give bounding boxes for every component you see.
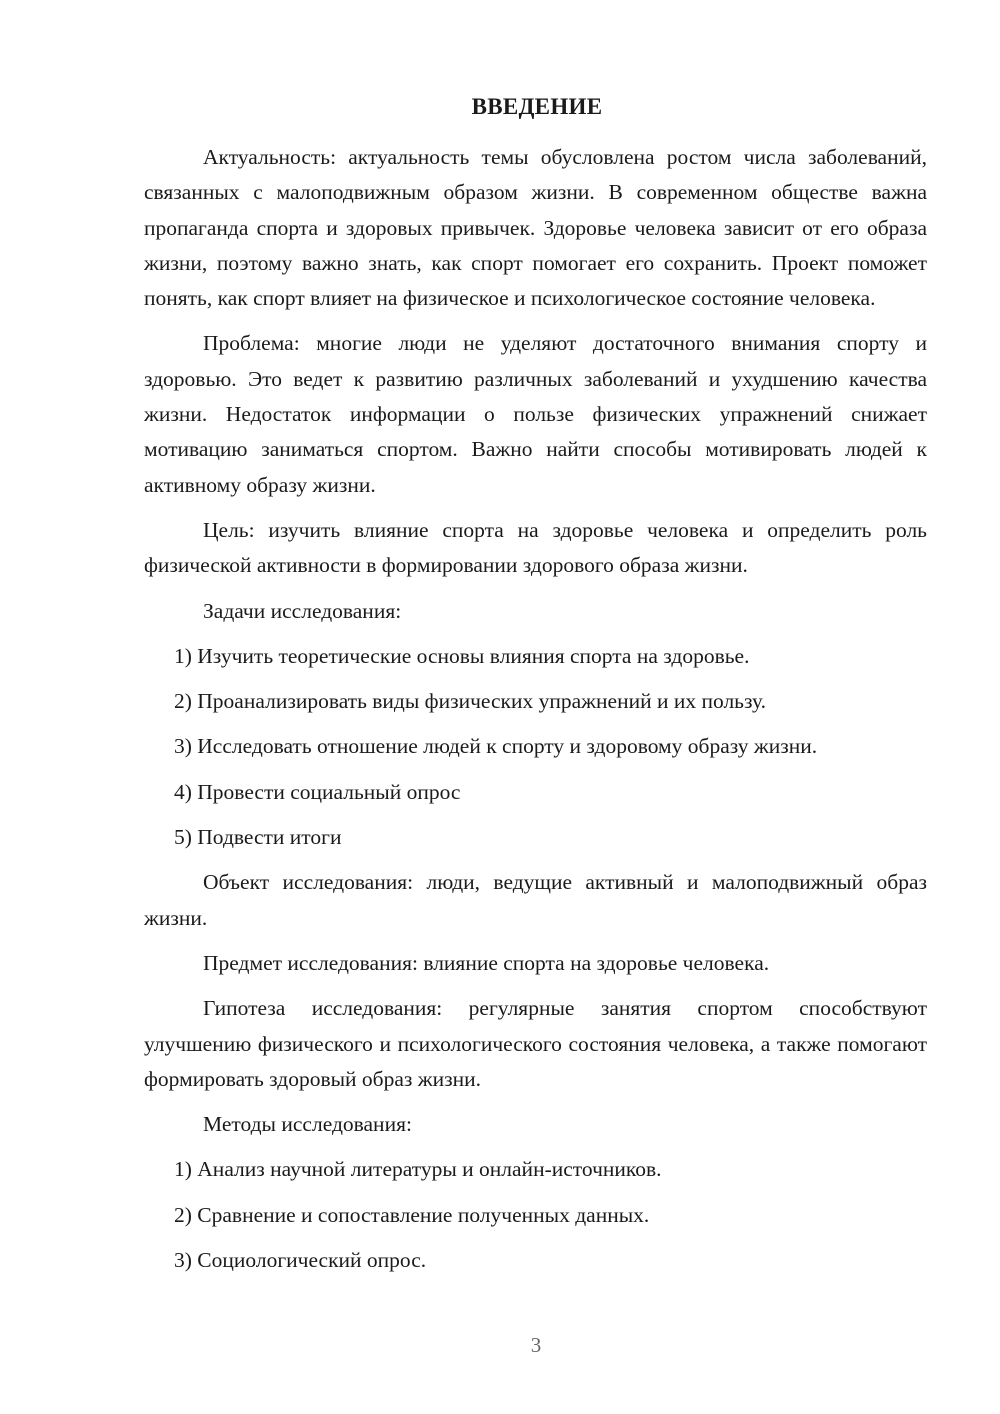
page-number: 3 [530, 1333, 542, 1357]
section-title: ВВЕДЕНИЕ [471, 94, 603, 119]
document-body [144, 140, 927, 1288]
goal-paragraph: Цель: изучить влияние спорта на здоровье человека и определить роль физической активности в формировании здорового образа жизни. [144, 517, 927, 578]
list-item: 3) Исследовать отношение людей к спорту и здоровому образу жизни. [174, 734, 818, 759]
relevance-paragraph: Актуальность: актуальность темы обусловлена ростом числа заболеваний, связанных с малоподвижным образом жизни. В современном обществе важна пропаганда спорта и здоровых привычек. Здоровье человека зависит от его образа жизни, поэтому важно знать, как спорт помогает его сохранить. Проект поможет понять, как спорт влияет на физическое и психологическое состояние человека. [144, 145, 927, 311]
list-item: 5) Подвести итоги [174, 825, 342, 850]
list-item: 1) Изучить теоретические основы влияния спорта на здоровье. [174, 643, 750, 668]
methods-list [144, 1152, 927, 1278]
list-item: 3) Социологический опрос. [174, 1248, 427, 1273]
list-item: 2) Сравнение и сопоставление полученных данных. [174, 1202, 650, 1227]
list-item: 4) Провести социальный опрос [174, 779, 461, 804]
hypothesis-paragraph: Гипотеза исследования: регулярные занятия спортом способствуют улучшению физического и психологического состояния человека, а также помогают формировать здоровый образ жизни. [144, 996, 927, 1091]
subject-paragraph: Предмет исследования: влияние спорта на здоровье человека. [203, 950, 770, 975]
tasks-list [144, 639, 927, 855]
object-paragraph: Объект исследования: люди, ведущие активный и малоподвижный образ жизни. [144, 870, 927, 930]
problem-paragraph: Проблема: многие люди не уделяют достаточного внимания спорту и здоровью. Это ведет к развитию различных заболеваний и ухудшению качества жизни. Недостаток информации о пользе физических упражнений снижает мотивацию заниматься спортом. Важно найти способы мотивировать людей к активному образу жизни. [144, 331, 927, 497]
methods-heading: Методы исследования: [203, 1112, 412, 1137]
list-item: 2) Проанализировать виды физических упражнений и их пользу. [174, 689, 766, 714]
tasks-heading: Задачи исследования: [203, 598, 402, 623]
list-item: 1) Анализ научной литературы и онлайн-источников. [174, 1157, 662, 1182]
